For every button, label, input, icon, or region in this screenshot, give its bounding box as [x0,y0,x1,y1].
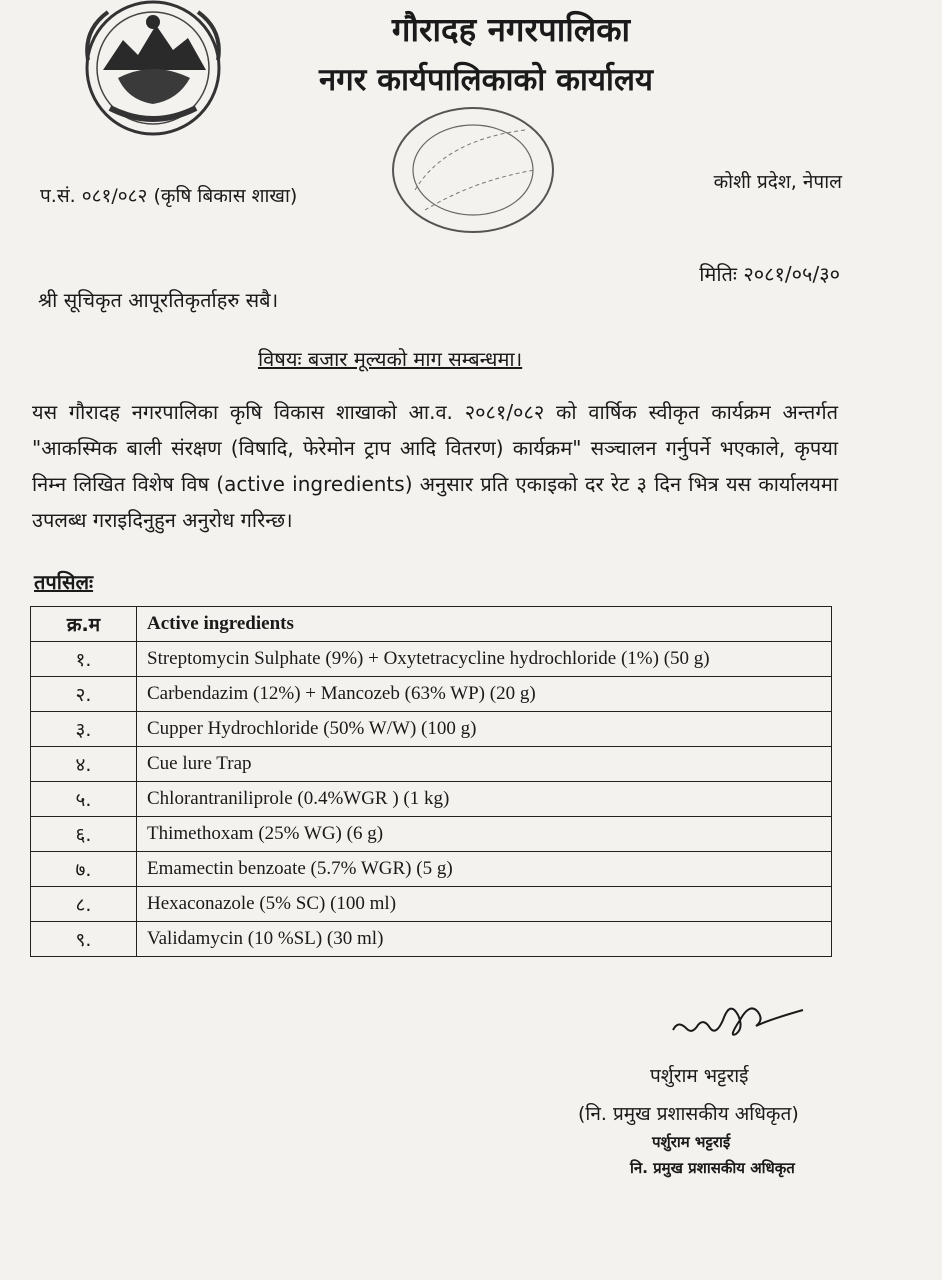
row-ingredient: Chlorantraniliprole (0.4%WGR ) (1 kg) [137,782,832,817]
row-serial: ३. [31,712,137,747]
table-row [31,782,832,817]
row-ingredient: Validamycin (10 %SL) (30 ml) [137,922,832,957]
row-serial: २. [31,677,137,712]
row-ingredient: Streptomycin Sulphate (9%) + Oxytetracycline hydrochloride (1%) (50 g) [137,642,832,677]
details-label: तपसिलः [34,570,94,594]
row-serial: ८. [31,887,137,922]
row-ingredient: Carbendazim (12%) + Mancozeb (63% WP) (20 g) [137,677,832,712]
row-ingredient: Cupper Hydrochloride (50% W/W) (100 g) [137,712,832,747]
row-serial: ९. [31,922,137,957]
body-paragraph: यस गौरादह नगरपालिका कृषि विकास शाखाको आ.व. २०८१/०८२ को वार्षिक स्वीकृत कार्यक्रम अन्तर्गत "आकस्मिक बाली संरक्षण (विषादि, फेरेमोन ट्राप आदि वितरण) कार्यक्रम" सञ्चालन गर्नुपर्ने भएकाले, कृपया निम्न लिखित विशेष विष (active ingredients) अनुसार प्रति एकाइको दर रेट ३ दिन भित्र यस कार्यालयमा उपलब्ध गराइदिनुहुन अनुरोध गरिन्छ। [32,400,838,532]
row-ingredient: Cue lure Trap [137,747,832,782]
row-serial: ५. [31,782,137,817]
row-ingredient: Hexaconazole (5% SC) (100 ml) [137,887,832,922]
active-ingredients-table [30,606,832,957]
table-row [31,922,832,957]
table-row [31,887,832,922]
office-seal-stamp [385,100,560,240]
table-row [31,642,832,677]
table-header-row [31,607,832,642]
name-stamp: पर्शुराम भट्टराई [652,1133,731,1151]
office-name: नगर कार्यपालिकाको कार्यालय [319,62,653,98]
table-row [31,747,832,782]
row-serial: ४. [31,747,137,782]
signer-name: पर्शुराम भट्टराई [650,1065,749,1087]
signer-title: (नि. प्रमुख प्रशासकीय अधिकृत) [578,1103,799,1125]
row-ingredient: Emamectin benzoate (5.7% WGR) (5 g) [137,852,832,887]
row-serial: १. [31,642,137,677]
reference-number: प.सं. ०८१/०८२ (कृषि बिकास शाखा) [40,185,298,207]
table-row [31,677,832,712]
row-ingredient: Thimethoxam (25% WG) (6 g) [137,817,832,852]
subject-line: विषयः बजार मूल्यको माग सम्बन्धमा। [258,347,523,371]
recipient-line: श्री सूचिकृत आपूरतिकृर्ताहरु सबै। [38,288,279,312]
table-row [31,852,832,887]
organization-name: गौरादह नगरपालिका [391,10,631,49]
column-header-serial: क्र.म [31,607,137,642]
column-header-ingredients: Active ingredients [137,607,832,642]
table-row [31,712,832,747]
province-address: कोशी प्रदेश, नेपाल [713,171,842,193]
letter-date: मितिः २०८१/०५/३० [699,262,840,286]
table-row [31,817,832,852]
handwritten-signature [668,990,808,1050]
title-stamp: नि. प्रमुख प्रशासकीय अधिकृत [630,1159,795,1177]
row-serial: ६. [31,817,137,852]
row-serial: ७. [31,852,137,887]
